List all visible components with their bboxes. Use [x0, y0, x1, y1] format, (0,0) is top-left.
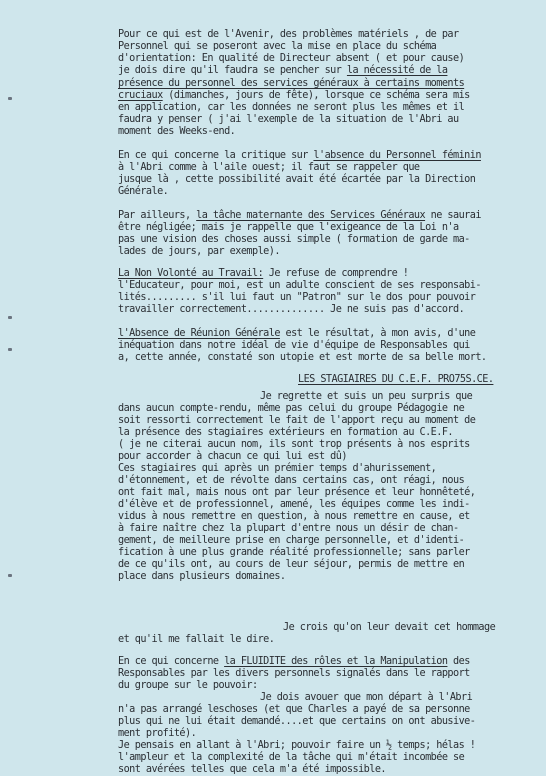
text-line: Générale.	[118, 186, 169, 197]
text-line: pour accorder à chacun ce qui lui est dû)	[118, 451, 347, 462]
text-line: fication à une plus grande réalité professionnelle; sans parler	[118, 547, 470, 558]
margin-mark	[8, 574, 12, 577]
text-line: vidus à nous remettre en question, à nous remettre en cause, et	[118, 511, 470, 522]
text-line: faudra y penser ( j'ai l'exemple de la situation de l'Abri au	[118, 114, 459, 125]
text-line: à l'Abri comme à l'aile ouest; il faut se rappeler que	[118, 162, 420, 173]
text-line: ment profité).	[118, 728, 197, 739]
text-line: Je regrette et suis un peu surpris que	[260, 391, 473, 402]
text-line: En ce qui concerne la critique sur l'absence du Personnel féminin	[118, 150, 481, 161]
text-line: ( je ne citerai aucun nom, ils sont trop présents à nos esprits	[118, 439, 470, 450]
text-line: la présence des stagiaires extérieurs en formation au C.E.F.	[118, 427, 454, 438]
margin-mark	[8, 97, 12, 100]
text-line: l'Educateur, pour moi, est un adulte conscient de ses responsabi-	[118, 280, 481, 291]
text-line: gement, de meilleure prise en charge personnelle, et d'identi-	[118, 535, 465, 546]
text-line: Par ailleurs, la tâche maternante des Services Généraux ne saurai	[118, 210, 481, 221]
text-line: d'étonnement, et de révolte dans certains cas, ont réagi, nous	[118, 475, 465, 486]
text-line: En ce qui concerne la FLUIDITE des rôles et la Manipulation des	[118, 656, 470, 667]
text-line: n'a pas arrangé leschoses (et que Charles a payé de sa personne	[118, 704, 470, 715]
text-line: ont fait mal, mais nous ont par leur présence et leur honnêteté,	[118, 487, 476, 498]
text-line: pas une vision des choses aussi simple ( formation de garde ma-	[118, 234, 470, 245]
text-line: l'ampleur et la complexité de la tâche qui m'était incombée se	[118, 752, 465, 763]
text-line: La Non Volonté au Travail: Je refuse de comprendre !	[118, 268, 409, 279]
text-line: à faire naître chez la plupart d'entre nous un désir de chan-	[118, 523, 459, 534]
text-line: présence du personnel des services généraux à certains moments	[118, 78, 465, 89]
text-line: cruciaux (dimanches, jours de fête), lorsque ce schéma sera mis	[118, 90, 470, 101]
section-heading: LES STAGIAIRES DU C.E.F. PRO75S.CE.	[298, 374, 494, 385]
text-line: moment des Weeks-end.	[118, 126, 236, 137]
text-line: lités......... s'il lui faut un "Patron" sur le dos pour pouvoir	[118, 292, 476, 303]
text-line: l'Absence de Réunion Générale est le résultat, à mon avis, d'une	[118, 328, 476, 339]
margin-mark	[8, 348, 12, 351]
text-line: du groupe sur le pouvoir:	[118, 680, 258, 691]
text-line: plus qui ne lui était demandé....et que certains on ont abusive-	[118, 716, 476, 727]
text-line: Je pensais en allant à l'Abri; pouvoir faire un ½ temps; hélas !	[118, 740, 476, 751]
text-line: Personnel qui se poseront avec la mise en place du schéma	[118, 41, 437, 52]
text-line: soit ressorti correctement le fait de l'apport reçu au moment de	[118, 415, 476, 426]
text-line: dans aucun compte-rendu, même pas celui du groupe Pédagogie ne	[118, 403, 465, 414]
text-line: de ce qu'ils ont, au cours de leur séjour, permis de mettre en	[118, 559, 465, 570]
text-line: Ces stagiaires qui après un prémier temps d'ahurissement,	[118, 463, 437, 474]
text-line: sont avérées telles que cela m'a été impossible.	[118, 764, 387, 775]
text-line: d'orientation: En qualité de Directeur absent ( et pour cause)	[118, 53, 465, 64]
text-line: a, cette année, constaté son utopie et est morte de sa belle mort.	[118, 352, 487, 363]
text-line: je dois dire qu'il faudra se pencher sur la nécessité de la	[118, 65, 448, 76]
text-line: et qu'il me fallait le dire.	[118, 634, 275, 645]
text-line: être négligée; mais je rappelle que l'exigeance de la Loi n'a	[118, 222, 459, 233]
text-line: d'élève et de professionnel, amené, les équipes comme les indi-	[118, 499, 470, 510]
text-line: Responsables par les divers personnels signalés dans le rapport	[118, 668, 470, 679]
text-line: place dans plusieurs domaines.	[118, 571, 286, 582]
text-line: en application, car les données ne seront plus les mêmes et il	[118, 102, 465, 113]
text-line: travailler correctement.............. Je ne suis pas d'accord.	[118, 304, 465, 315]
text-line: jusque là , cette possibilité avait été écartée par la Direction	[118, 174, 476, 185]
text-line: Pour ce qui est de l'Avenir, des problèmes matériels , de par	[118, 29, 459, 40]
text-line: inéquation dans notre idéal de vie d'équipe de Responsables qui	[118, 340, 470, 351]
margin-mark	[8, 316, 12, 319]
text-line: Je crois qu'on leur devait cet hommage	[283, 622, 496, 633]
text-line: lades de jours, par exemple).	[118, 246, 280, 257]
text-line: Je dois avouer que mon départ à l'Abri	[260, 692, 473, 703]
